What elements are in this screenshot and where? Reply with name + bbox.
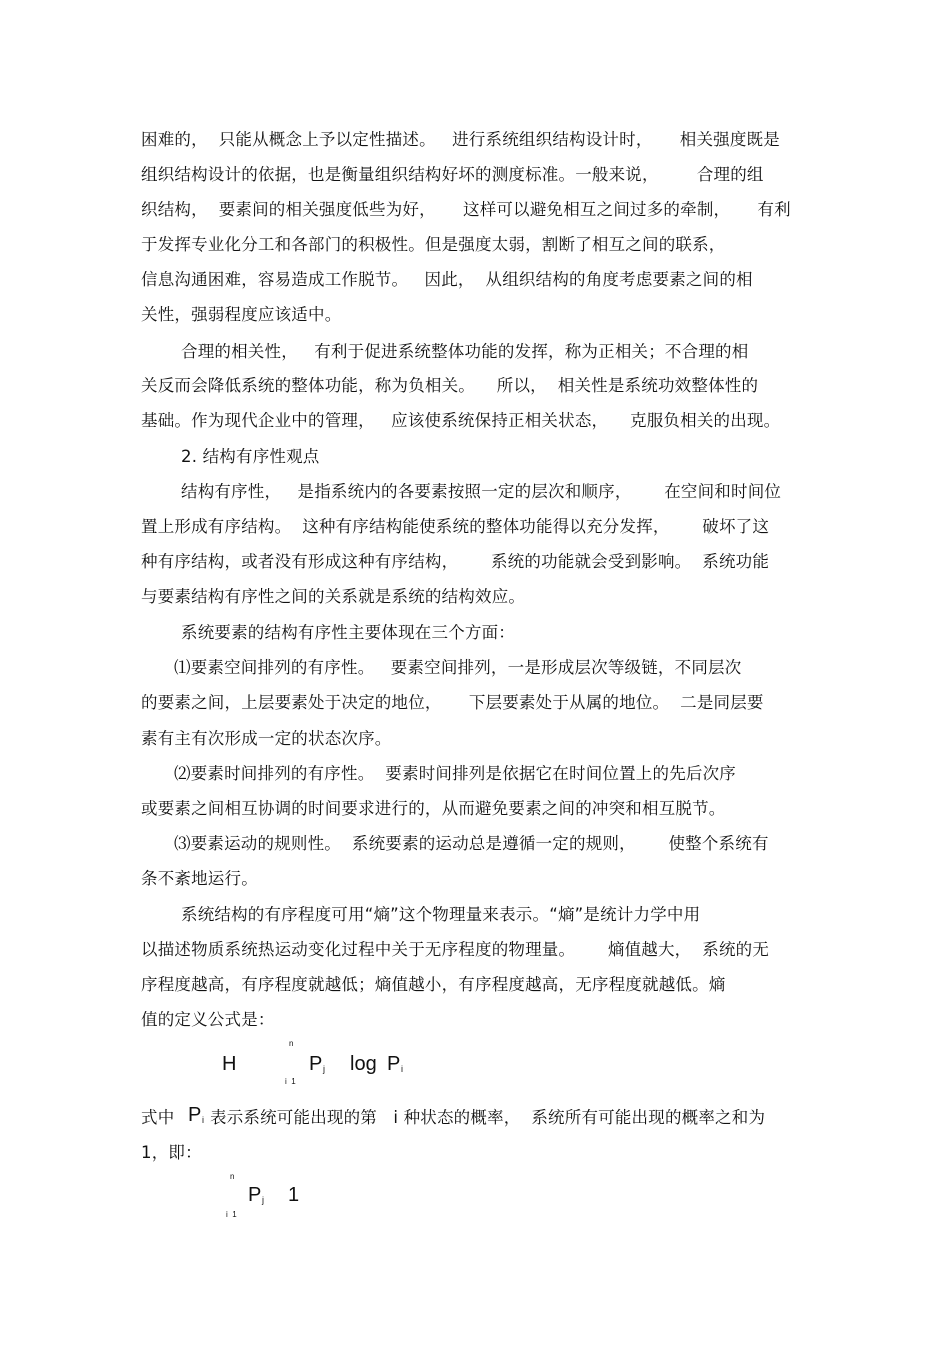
paragraph-line-3: 织结构， 要素间的相关强度低些为好， 这样可以避免相互之间过多的牵制， 有利: [141, 200, 791, 219]
paragraph-line-18: 素有主有次形成一定的状态次序。: [141, 729, 392, 748]
paragraph-line-15: 系统要素的结构有序性主要体现在三个方面：: [181, 623, 515, 642]
formula-sub-i: i: [401, 1064, 403, 1074]
formula2-p: P: [248, 1184, 262, 1206]
formula-log: log: [350, 1053, 377, 1075]
paragraph-line-25: 序程度越高，有序程度就越低；熵值越小，有序程度越高，无序程度就越低。熵: [141, 975, 726, 994]
paragraph-line-24: 以描述物质系统热运动变化过程中关于无序程度的物理量。 熵值越大， 系统的无: [141, 940, 770, 959]
paragraph-line-16: ⑴要素空间排列的有序性。 要素空间排列，一是形成层次等级链，不同层次: [174, 658, 742, 677]
paragraph-line-1: 困难的， 只能从概念上予以定性描述。 进行系统组织结构设计时， 相关强度既是: [141, 130, 780, 149]
formula-sub-j: j: [323, 1064, 325, 1074]
formula-h: H: [222, 1053, 237, 1075]
paragraph-line-7: 合理的相关性， 有利于促进系统整体功能的发挥，称为正相关；不合理的相: [181, 342, 749, 361]
paragraph-line-17: 的要素之间，上层要素处于决定的地位， 下层要素处于从属的地位。 二是同层要: [141, 693, 764, 712]
paragraph-line-28: 1，即：: [141, 1143, 202, 1162]
paragraph-line-14: 与要素结构有序性之间的关系就是系统的结构效应。: [141, 587, 526, 606]
paragraph-line-20: 或要素之间相互协调的时间要求进行的，从而避免要素之间的冲突和相互脱节。: [141, 799, 726, 818]
formula-sum-lower: i 1: [285, 1077, 296, 1086]
formula2-one: 1: [288, 1184, 300, 1206]
formula2-sub-j: j: [262, 1195, 264, 1205]
paragraph-line-2: 组织结构设计的依据，也是衡量组织结构好坏的测度标准。一般来说， 合理的组: [141, 165, 764, 184]
paragraph-line-23: 系统结构的有序程度可用“熵”这个物理量来表示。“熵”是统计力学中用: [181, 905, 701, 924]
paragraph-line-8: 关反而会降低系统的整体功能，称为负相关。 所以， 相关性是系统功效整体性的: [141, 376, 759, 395]
paragraph-line-12: 置上形成有序结构。 这种有序结构能使系统的整体功能得以充分发挥， 破坏了这: [141, 517, 770, 536]
inline-p: P: [188, 1104, 202, 1126]
paragraph-line-13: 种有序结构，或者没有形成这种有序结构， 系统的功能就会受到影响。 系统功能: [141, 552, 770, 571]
inline-sub-i: i: [202, 1115, 204, 1125]
paragraph-line-19: ⑵要素时间排列的有序性。 要素时间排列是依据它在时间位置上的先后次序: [174, 764, 736, 783]
paragraph-line-26: 值的定义公式是：: [141, 1010, 275, 1029]
formula-p2: P: [387, 1053, 401, 1075]
paragraph-line-6: 关性，强弱程度应该适中。: [141, 305, 342, 324]
paragraph-line-22: 条不紊地运行。: [141, 869, 258, 888]
paragraph-line-11: 结构有序性， 是指系统内的各要素按照一定的层次和顺序， 在空间和时间位: [181, 482, 782, 501]
section-heading: 2. 结构有序性观点: [181, 447, 320, 466]
paragraph-line-27b: 表示系统可能出现的第 i 种状态的概率， 系统所有可能出现的概率之和为: [210, 1108, 766, 1127]
paragraph-line-21: ⑶要素运动的规则性。 系统要素的运动总是遵循一定的规则， 使整个系统有: [174, 834, 769, 853]
formula-sum-upper: n: [289, 1039, 294, 1048]
formula-p: P: [309, 1053, 323, 1075]
formula2-sum-upper: n: [230, 1172, 235, 1181]
paragraph-line-5: 信息沟通困难，容易造成工作脱节。 因此， 从组织结构的角度考虑要素之间的相: [141, 270, 753, 289]
formula2-sum-lower: i 1: [226, 1210, 237, 1219]
paragraph-line-27a: 式中: [141, 1108, 175, 1127]
paragraph-line-4: 于发挥专业化分工和各部门的积极性。但是强度太弱，割断了相互之间的联系，: [141, 235, 726, 254]
paragraph-line-9: 基础。作为现代企业中的管理， 应该使系统保持正相关状态， 克服负相关的出现。: [141, 411, 781, 430]
